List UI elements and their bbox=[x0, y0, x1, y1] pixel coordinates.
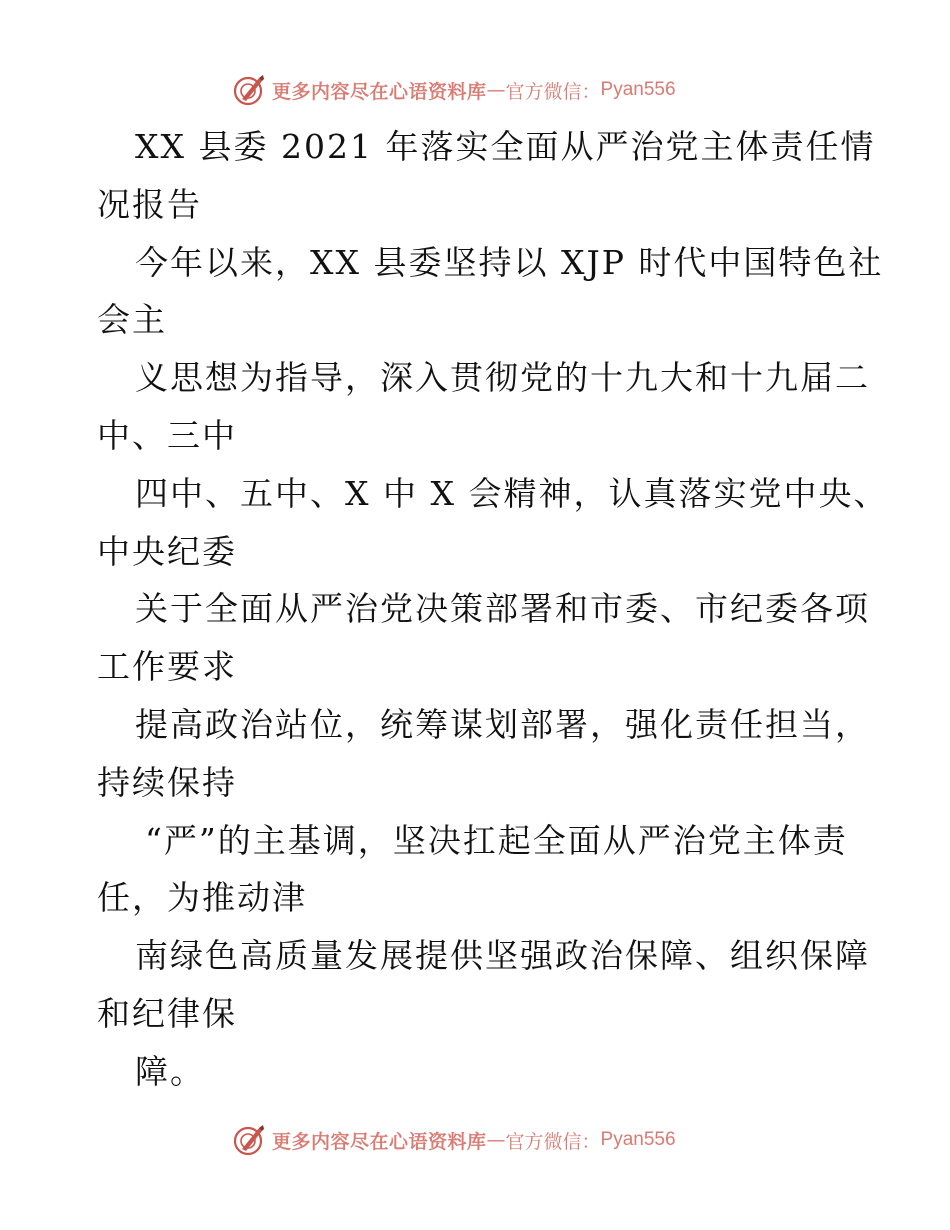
watermark-wechat-label: 官方微信： bbox=[505, 80, 601, 103]
paragraph-line: 义思想为指导，深入贯彻党的十九大和十九届二 bbox=[135, 358, 870, 398]
paragraph-line: 今年以来，XX 县委坚持以 XJP 时代中国特色社 bbox=[135, 242, 884, 282]
watermark-text: 更多内容尽在心语资料库 bbox=[272, 80, 487, 103]
watermark-dash: — bbox=[486, 1129, 506, 1151]
watermark-wechat-id: Pyan556 bbox=[600, 79, 676, 100]
paragraph-line: 四中、五中、X 中 X 会精神，认真落实党中央、 bbox=[135, 473, 889, 513]
paragraph-line: 中央纪委 bbox=[97, 531, 237, 571]
paragraph-line: 中、三中 bbox=[97, 415, 237, 455]
quill-pen-logo-icon bbox=[232, 73, 266, 107]
watermark-wechat-id: Pyan556 bbox=[600, 1129, 676, 1150]
paragraph-line: 障。 bbox=[135, 1051, 205, 1091]
paragraph-line: 任，为推动津 bbox=[97, 878, 307, 918]
watermark-text: 更多内容尽在心语资料库 bbox=[272, 1130, 487, 1153]
document-body bbox=[97, 118, 889, 1101]
paragraph-line: 南绿色高质量发展提供坚强政治保障、组织保障 bbox=[135, 936, 870, 976]
watermark-banner-bottom bbox=[232, 1122, 752, 1158]
document-title-line-2: 况报告 bbox=[97, 184, 202, 224]
watermark-banner-top bbox=[232, 72, 752, 108]
document-title-line-1: XX 县委 2021 年落实全面从严治党主体责任情 bbox=[135, 127, 876, 166]
quill-pen-logo-icon bbox=[232, 1123, 266, 1157]
paragraph-line: 持续保持 bbox=[97, 762, 237, 802]
watermark-dash: — bbox=[486, 79, 506, 101]
paragraph-line: 和纪律保 bbox=[97, 993, 237, 1033]
paragraph-line: 关于全面从严治党决策部署和市委、市纪委各项 bbox=[135, 589, 870, 629]
paragraph-line: 会主 bbox=[97, 300, 167, 340]
paragraph-line: “严”的主基调，坚决扛起全面从严治党主体责 bbox=[145, 820, 848, 860]
paragraph-line: 提高政治站位，统筹谋划部署，强化责任担当， bbox=[135, 704, 870, 744]
watermark-wechat-label: 官方微信： bbox=[505, 1130, 601, 1153]
paragraph-line: 工作要求 bbox=[97, 647, 237, 687]
